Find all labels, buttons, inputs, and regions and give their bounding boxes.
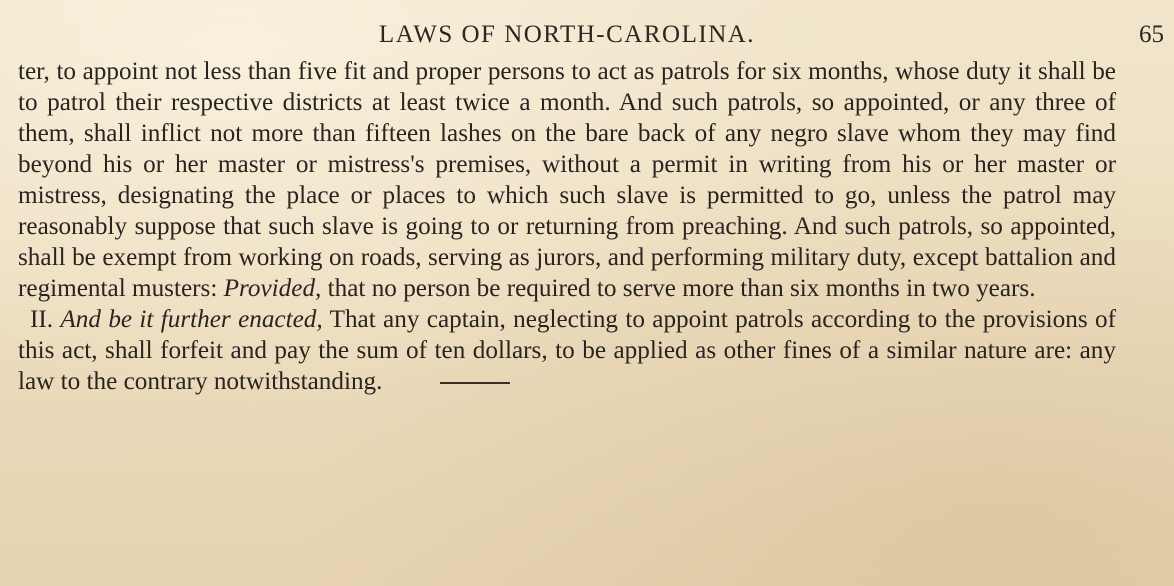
running-title: LAWS OF NORTH-CAROLINA. xyxy=(378,21,756,48)
page-number: 65 xyxy=(1139,21,1164,48)
section-end-rule xyxy=(440,382,510,384)
section-two-paragraph xyxy=(18,304,1116,397)
running-head xyxy=(18,14,1164,56)
section-two-text: That any captain, neglecting to appoint patrols according to the provisions of this act, shall forfeit and pay the sum of ten dollars, to be applied as other fines of a similar nature are: any law to the contrary notwithstanding. xyxy=(18,306,1116,395)
section-number: II. xyxy=(30,306,54,333)
body-text xyxy=(18,56,1116,397)
provided-emphasis: Provided, xyxy=(223,275,322,302)
paragraph-continuation xyxy=(18,56,1116,304)
paragraph-continuation-tail: that no person be required to serve more than six months in two years. xyxy=(321,275,1036,302)
paragraph-continuation-text: ter, to appoint not less than five fit and proper persons to act as patrols for six months, whose duty it shall be to patrol their respective districts at least twice a month. And such patrols, so appointed, or any three of them, shall inflict not more than fifteen lashes on the bare back of any negro slave whom they may find beyond his or her master or mistress's premises, without a permit in writing from his or her master or mistress, designating the place or places to which such slave is permitted to go, unless the patrol may reasonably suppose that such slave is going to or returning from preaching. And such patrols, so appointed, shall be exempt from working on roads, serving as jurors, and performing military duty, except battalion and regimental musters: xyxy=(18,58,1116,302)
enacting-clause: And be it further enacted, xyxy=(60,306,323,333)
